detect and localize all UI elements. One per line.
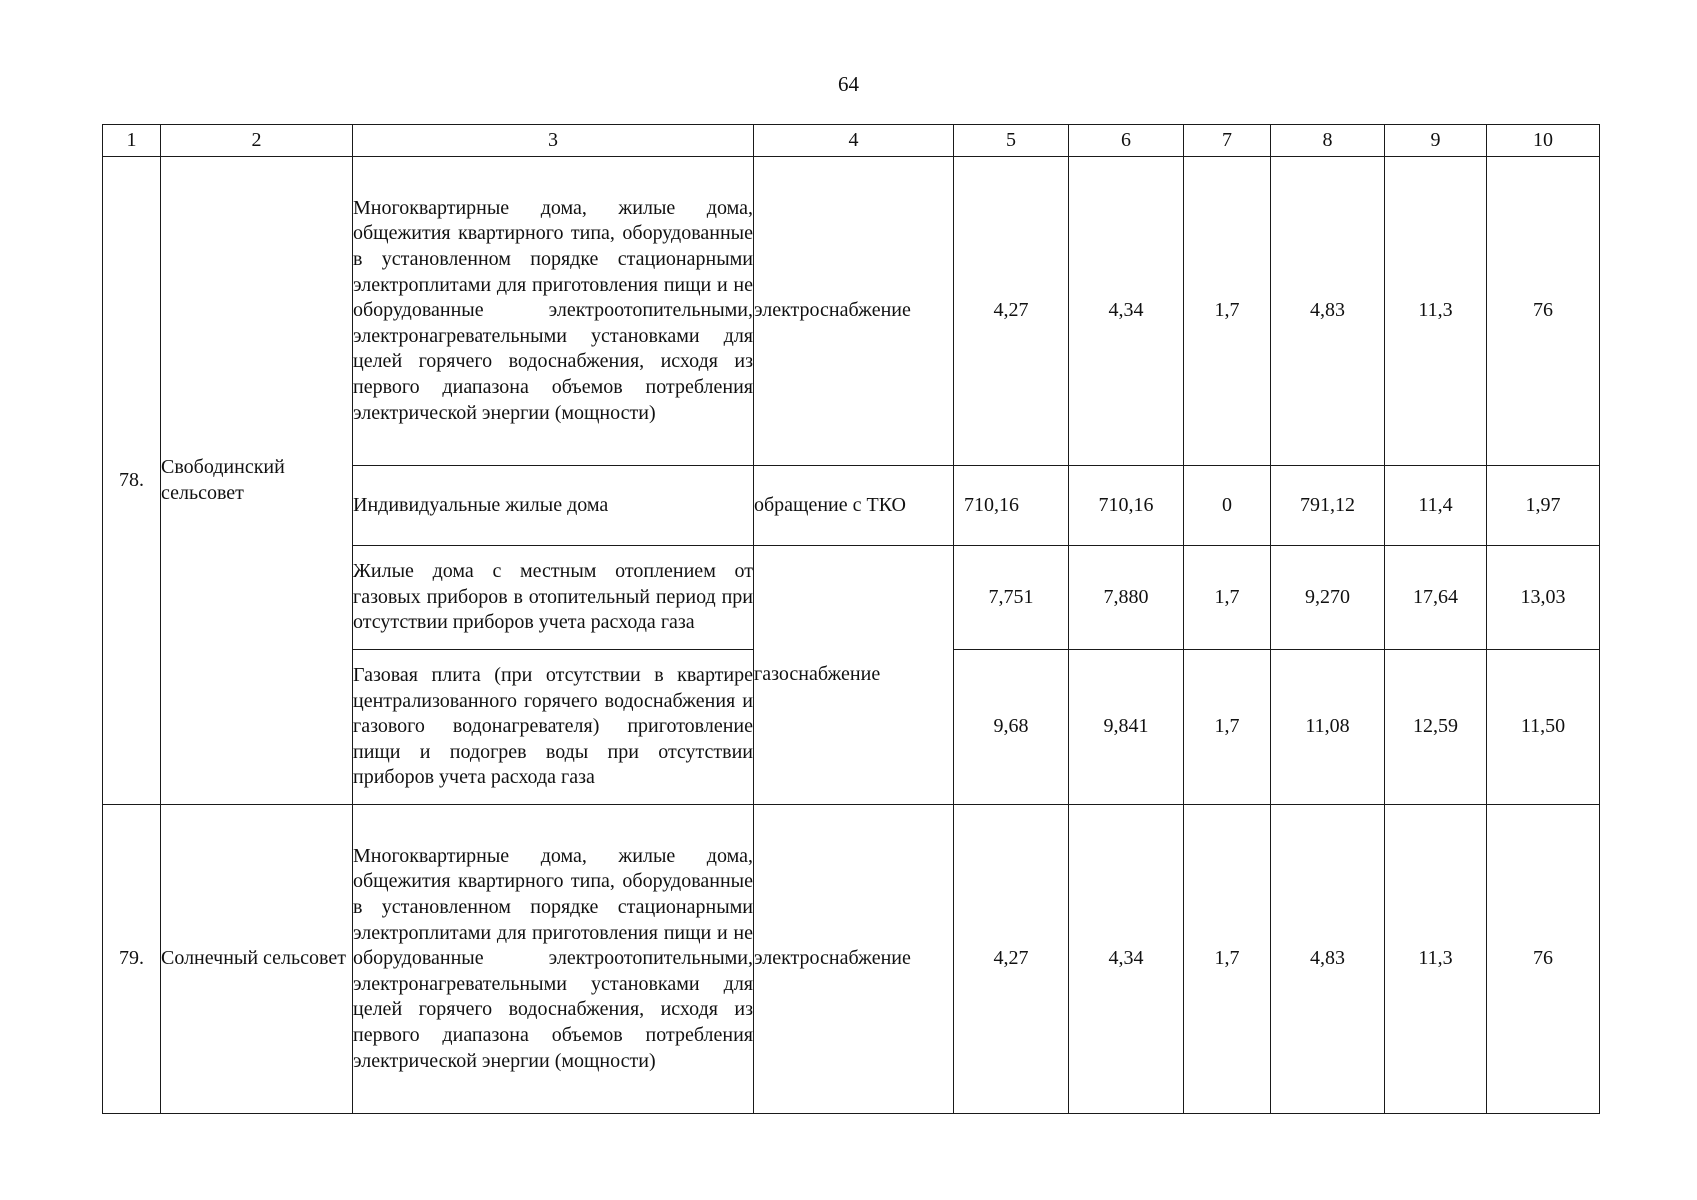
tariff-table bbox=[102, 124, 1600, 1114]
row-number: 78. bbox=[103, 157, 161, 805]
header-row bbox=[103, 125, 1600, 157]
value-cell: 11,50 bbox=[1487, 650, 1600, 805]
value-cell: 710,16 bbox=[1069, 466, 1184, 546]
value-cell: 17,64 bbox=[1385, 546, 1487, 650]
utility-service: обращение с ТКО bbox=[754, 466, 954, 546]
value-cell: 4,27 bbox=[954, 805, 1069, 1114]
utility-service: электроснабжение bbox=[754, 805, 954, 1114]
utility-service: газоснабжение bbox=[754, 546, 954, 805]
municipality-name: Свободинский сельсовет bbox=[161, 157, 353, 805]
header-cell: 1 bbox=[103, 125, 161, 157]
value-cell: 4,83 bbox=[1271, 157, 1385, 466]
value-cell: 4,27 bbox=[954, 157, 1069, 466]
value-cell: 11,3 bbox=[1385, 157, 1487, 466]
value-cell: 7,751 bbox=[954, 546, 1069, 650]
header-cell: 2 bbox=[161, 125, 353, 157]
consumer-category: Индивидуальные жилые дома bbox=[353, 466, 754, 546]
table-row bbox=[103, 157, 1600, 466]
header-cell: 9 bbox=[1385, 125, 1487, 157]
value-cell: 9,270 bbox=[1271, 546, 1385, 650]
value-cell: 9,68 bbox=[954, 650, 1069, 805]
value-cell: 76 bbox=[1487, 805, 1600, 1114]
value-cell: 1,7 bbox=[1184, 805, 1271, 1114]
value-cell: 1,97 bbox=[1487, 466, 1600, 546]
utility-service: электроснабжение bbox=[754, 157, 954, 466]
header-cell: 8 bbox=[1271, 125, 1385, 157]
consumer-category: Многоквартирные дома, жилые дома, общежития квартирного типа, оборудованные в установленном порядке стационарными электроплитами для приготовления пищи и не оборудованные электроотопительными, электронагревательными установками для целей горячего водоснабжения, исходя из первого диапазона объемов потребления электрической энергии (мощности) bbox=[353, 157, 754, 466]
value-cell: 11,3 bbox=[1385, 805, 1487, 1114]
value-cell: 4,83 bbox=[1271, 805, 1385, 1114]
value-cell: 7,880 bbox=[1069, 546, 1184, 650]
table-row bbox=[103, 805, 1600, 1114]
row-number: 79. bbox=[103, 805, 161, 1114]
value-cell: 1,7 bbox=[1184, 650, 1271, 805]
value-cell: 13,03 bbox=[1487, 546, 1600, 650]
consumer-category: Жилые дома с местным отоплением от газовых приборов в отопительный период при отсутствии приборов учета расхода газа bbox=[353, 546, 754, 650]
value-cell: 4,34 bbox=[1069, 157, 1184, 466]
consumer-category: Многоквартирные дома, жилые дома, общежития квартирного типа, оборудованные в установленном порядке стационарными электроплитами для приготовления пищи и не оборудованные электроотопительными, электронагревательными установками для целей горячего водоснабжения, исходя из первого диапазона объемов потребления электрической энергии (мощности) bbox=[353, 805, 754, 1114]
value-cell: 11,08 bbox=[1271, 650, 1385, 805]
header-cell: 6 bbox=[1069, 125, 1184, 157]
value-cell: 1,7 bbox=[1184, 546, 1271, 650]
header-cell: 5 bbox=[954, 125, 1069, 157]
consumer-category: Газовая плита (при отсутствии в квартире централизованного горячего водоснабжения и газового водонагревателя) приготовление пищи и подогрев воды при отсутствии приборов учета расхода газа bbox=[353, 650, 754, 805]
value-cell: 4,34 bbox=[1069, 805, 1184, 1114]
value-cell: 12,59 bbox=[1385, 650, 1487, 805]
value-cell: 1,7 bbox=[1184, 157, 1271, 466]
page-number: 64 bbox=[838, 72, 859, 96]
value-cell: 76 bbox=[1487, 157, 1600, 466]
header-cell: 3 bbox=[353, 125, 754, 157]
value-cell: 11,4 bbox=[1385, 466, 1487, 546]
header-cell: 10 bbox=[1487, 125, 1600, 157]
header-cell: 4 bbox=[754, 125, 954, 157]
value-cell: 0 bbox=[1184, 466, 1271, 546]
value-cell: 710,16 bbox=[954, 466, 1069, 546]
municipality-name: Солнечный сельсовет bbox=[161, 805, 353, 1114]
header-cell: 7 bbox=[1184, 125, 1271, 157]
value-cell: 9,841 bbox=[1069, 650, 1184, 805]
value-cell: 791,12 bbox=[1271, 466, 1385, 546]
